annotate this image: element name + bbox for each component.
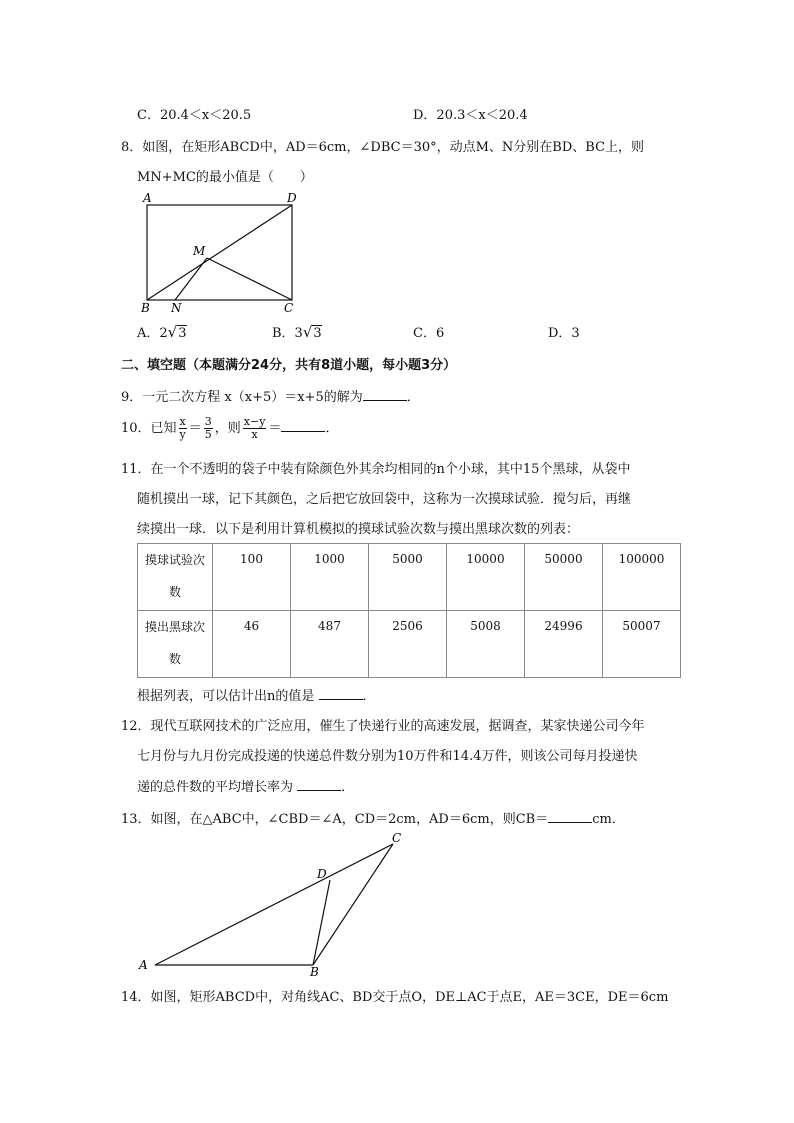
q7-option-d: D．20.3＜x＜20.4 xyxy=(413,108,528,123)
q8-stem-line2: MN+MC的最小值是（ ） xyxy=(137,170,313,185)
q12-stem-line1: 12．现代互联网技术的广泛应用，催生了快递行业的高速发展，据调查，某家快递公司今年 xyxy=(121,719,645,734)
fraction-3-over-5: $\frac{3}{5}$ xyxy=(204,415,212,441)
q13-label-d: D xyxy=(317,867,327,881)
table-cell: 100 xyxy=(213,544,291,611)
q8-option-a: A．2√3 xyxy=(137,323,187,341)
q8-stem-line1: 8．如图，在矩形ABCD中，AD＝6cm，∠DBC＝30°，动点M、N分别在BD、BC上，则 xyxy=(121,140,645,155)
table-cell: 100000 xyxy=(603,544,681,611)
q7-option-c: C．20.4＜x＜20.5 xyxy=(137,108,252,123)
answer-blank xyxy=(319,688,363,700)
answer-blank xyxy=(281,420,325,432)
table-row xyxy=(138,544,681,611)
q14-stem: 14．如图，矩形ABCD中，对角线AC、BD交于点O，DE⊥AC于点E，AE＝3CE，DE＝6cm xyxy=(121,990,669,1005)
fraction-x-over-y: $\frac{x}{y}$ xyxy=(179,415,186,441)
table-row xyxy=(138,611,681,678)
q12-stem-line2: 七月份与九月份完成投递的快递总件数分别为10万件和14.4万件，则该公司每月投递快 xyxy=(137,749,638,764)
table-row-label: 摸球试验次 数 xyxy=(138,544,213,611)
q11-stem-line3: 续摸出一球．以下是利用计算机模拟的摸球试验次数与摸出黑球次数的列表： xyxy=(137,522,580,537)
q8-label-b: B xyxy=(141,301,150,315)
table-cell: 5000 xyxy=(369,544,447,611)
table-row-label: 摸出黑球次 数 xyxy=(138,611,213,678)
q9-stem: 9．一元二次方程 x（x+5）＝x+5的解为 ． xyxy=(121,390,420,405)
segment-mc xyxy=(207,258,292,300)
answer-blank xyxy=(548,811,592,823)
diagonal-bd xyxy=(147,205,292,300)
q12-stem-line3: 递的总件数的平均增长率为 ． xyxy=(137,780,355,795)
fraction-x-minus-y-over-x: $\frac{x-y}{x}$ xyxy=(243,415,266,441)
q8-option-c: C．6 xyxy=(413,326,445,341)
q8-label-n: N xyxy=(171,301,182,315)
q11-data-table xyxy=(137,543,681,678)
q8-rectangle-figure xyxy=(135,190,310,315)
q8-label-m: M xyxy=(193,244,206,258)
table-cell: 487 xyxy=(291,611,369,678)
side-ac xyxy=(155,844,393,965)
table-cell: 5008 xyxy=(447,611,525,678)
q8-option-b: B．3√3 xyxy=(272,323,322,341)
table-cell: 1000 xyxy=(291,544,369,611)
section-heading-fill-in: 二、填空题（本题满分24分，共有8道小题，每小题3分） xyxy=(121,358,457,373)
q8-label-d: D xyxy=(287,191,297,205)
q13-label-c: C xyxy=(392,831,402,845)
answer-blank xyxy=(363,389,407,401)
q13-triangle-figure xyxy=(130,828,420,978)
table-cell: 50000 xyxy=(525,544,603,611)
answer-blank xyxy=(297,779,341,791)
q10-stem: 10．已知 $\frac{x}{y}$ ＝ $\frac{3}{5}$ ，则 $\frac{x-y}{x}$ ＝ ． xyxy=(121,415,339,441)
q8-label-c: C xyxy=(284,301,294,315)
q8-label-a: A xyxy=(143,191,152,205)
q11-stem-line1: 11．在一个不透明的袋子中装有除颜色外其余均相同的n个小球，其中15个黑球，从袋中 xyxy=(121,462,631,477)
table-cell: 2506 xyxy=(369,611,447,678)
q13-label-b: B xyxy=(310,965,319,978)
table-cell: 50007 xyxy=(603,611,681,678)
q11-stem-line2: 随机摸出一球，记下其颜色，之后把它放回袋中，这称为一次摸球试验．搅匀后，再继 xyxy=(137,492,632,507)
q13-label-a: A xyxy=(139,958,148,972)
q13-stem: 13．如图，在△ABC中，∠CBD＝∠A，CD＝2cm，AD＝6cm，则CB＝ cm． xyxy=(121,812,625,827)
table-cell: 24996 xyxy=(525,611,603,678)
q8-option-d: D．3 xyxy=(548,326,580,341)
table-cell: 10000 xyxy=(447,544,525,611)
q11-question: 根据列表，可以估计出n的值是 ． xyxy=(137,689,376,704)
table-cell: 46 xyxy=(213,611,291,678)
